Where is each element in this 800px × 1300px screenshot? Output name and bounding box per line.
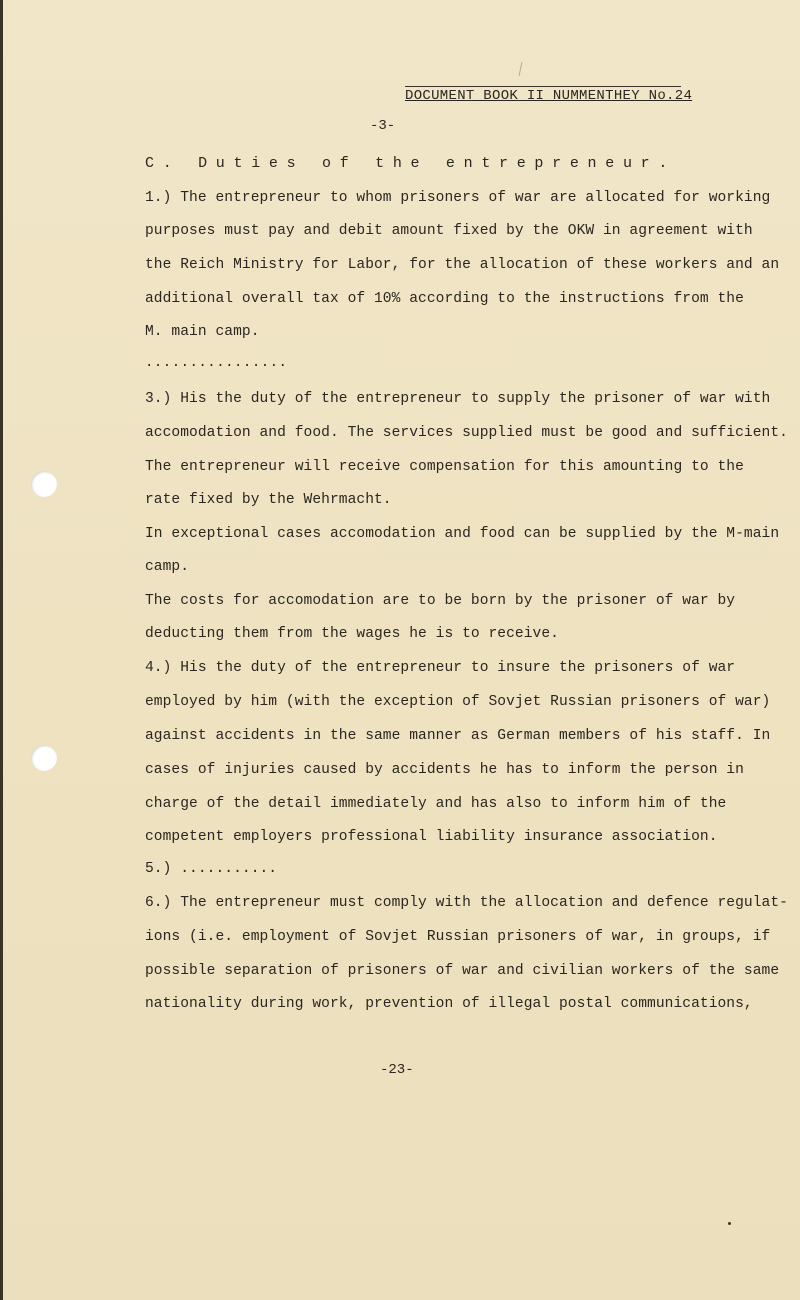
page-number-bottom: -23- — [380, 1062, 414, 1078]
text-line: cases of injuries caused by accidents he has to inform the person in — [145, 762, 744, 778]
text-line: accomodation and food. The services supplied must be good and sufficient. — [145, 425, 788, 441]
text-line: nationality during work, prevention of illegal postal communications, — [145, 996, 753, 1012]
text-line: camp. — [145, 559, 190, 575]
text-line: ions (i.e. employment of Sovjet Russian prisoners of war, in groups, if — [145, 929, 771, 945]
omission-dots: ................ — [145, 355, 288, 371]
text-line: employed by him (with the exception of Sovjet Russian prisoners of war) — [145, 694, 771, 710]
header-rule — [405, 86, 681, 87]
text-line: M. main camp. — [145, 324, 260, 340]
text-line: charge of the detail immediately and has also to inform him of the — [145, 796, 727, 812]
text-line: In exceptional cases accomodation and food can be supplied by the M-main — [145, 526, 780, 542]
text-line: 3.) His the duty of the entrepreneur to supply the prisoner of war with — [145, 391, 771, 407]
page-number-top: -3- — [370, 118, 396, 134]
punch-hole — [31, 471, 57, 497]
text-line: additional overall tax of 10% according to the instructions from the — [145, 291, 744, 307]
document-header: DOCUMENT BOOK II NUMMENTHEY No.24 — [405, 88, 693, 104]
text-line: deducting them from the wages he is to receive. — [145, 626, 559, 642]
text-line: 5.) ........... — [145, 861, 278, 877]
section-title: C. Duties of the entrepreneur. — [145, 155, 677, 172]
paper-speck — [728, 1222, 731, 1225]
text-line: The entrepreneur will receive compensation for this amounting to the — [145, 459, 744, 475]
text-line: possible separation of prisoners of war and civilian workers of the same — [145, 963, 780, 979]
text-line: rate fixed by the Wehrmacht. — [145, 492, 392, 508]
page-edge — [0, 0, 3, 1300]
punch-hole — [31, 745, 57, 771]
text-line: 6.) The entrepreneur must comply with the allocation and defence regulat- — [145, 895, 788, 911]
pencil-mark — [519, 62, 523, 76]
text-line: against accidents in the same manner as German members of his staff. In — [145, 728, 771, 744]
text-line: the Reich Ministry for Labor, for the allocation of these workers and an — [145, 257, 780, 273]
text-line: 1.) The entrepreneur to whom prisoners of war are allocated for working — [145, 190, 771, 206]
text-line: 4.) His the duty of the entrepreneur to insure the prisoners of war — [145, 660, 736, 676]
text-line: The costs for accomodation are to be born by the prisoner of war by — [145, 593, 736, 609]
text-line: purposes must pay and debit amount fixed by the OKW in agreement with — [145, 223, 753, 239]
text-line: competent employers professional liability insurance association. — [145, 829, 718, 845]
